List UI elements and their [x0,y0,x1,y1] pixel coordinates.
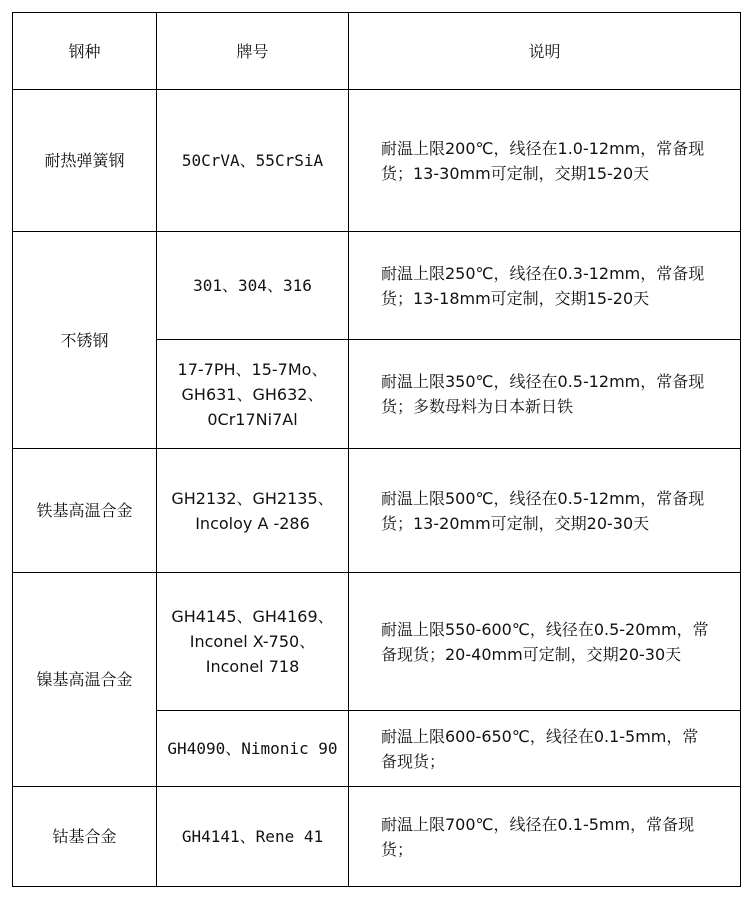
table-row [13,573,741,711]
category-heat-resistant-spring-steel: 耐热弹簧钢 [13,90,157,232]
description-cell: 耐温上限600-650℃，线径在0.1-5mm，常备现货； [349,711,741,787]
grade-cell: GH2132、GH2135、Incoloy A -286 [157,449,349,573]
grade-cell: GH4141、Rene 41 [157,787,349,887]
category-stainless-steel: 不锈钢 [13,232,157,449]
grade-cell: GH4090、Nimonic 90 [157,711,349,787]
description-cell: 耐温上限350℃，线径在0.5-12mm，常备现货；多数母料为日本新日铁 [349,340,741,449]
category-nickel-based-superalloy: 镍基高温合金 [13,573,157,787]
table-row [13,787,741,887]
grade-cell: 50CrVA、55CrSiA [157,90,349,232]
header-grade: 牌号 [157,13,349,90]
grade-cell: GH4145、GH4169、Inconel X-750、Inconel 718 [157,573,349,711]
header-description: 说明 [349,13,741,90]
header-steel-type: 钢种 [13,13,157,90]
grade-cell: 301、304、316 [157,232,349,340]
category-iron-based-superalloy: 铁基高温合金 [13,449,157,573]
grade-cell: 17-7PH、15-7Mo、GH631、GH632、0Cr17Ni7Al [157,340,349,449]
description-cell: 耐温上限700℃，线径在0.1-5mm，常备现货； [349,787,741,887]
description-cell: 耐温上限550-600℃，线径在0.5-20mm，常备现货；20-40mm可定制，交期20-30天 [349,573,741,711]
table-row [13,449,741,573]
description-cell: 耐温上限500℃，线径在0.5-12mm，常备现货；13-20mm可定制，交期20-30天 [349,449,741,573]
table-row [13,232,741,340]
header-row [13,13,741,90]
description-cell: 耐温上限250℃，线径在0.3-12mm，常备现货；13-18mm可定制，交期15-20天 [349,232,741,340]
category-cobalt-based-alloy: 钴基合金 [13,787,157,887]
description-cell: 耐温上限200℃，线径在1.0-12mm，常备现货；13-30mm可定制，交期15-20天 [349,90,741,232]
steel-spec-table [12,12,741,887]
table-row [13,90,741,232]
